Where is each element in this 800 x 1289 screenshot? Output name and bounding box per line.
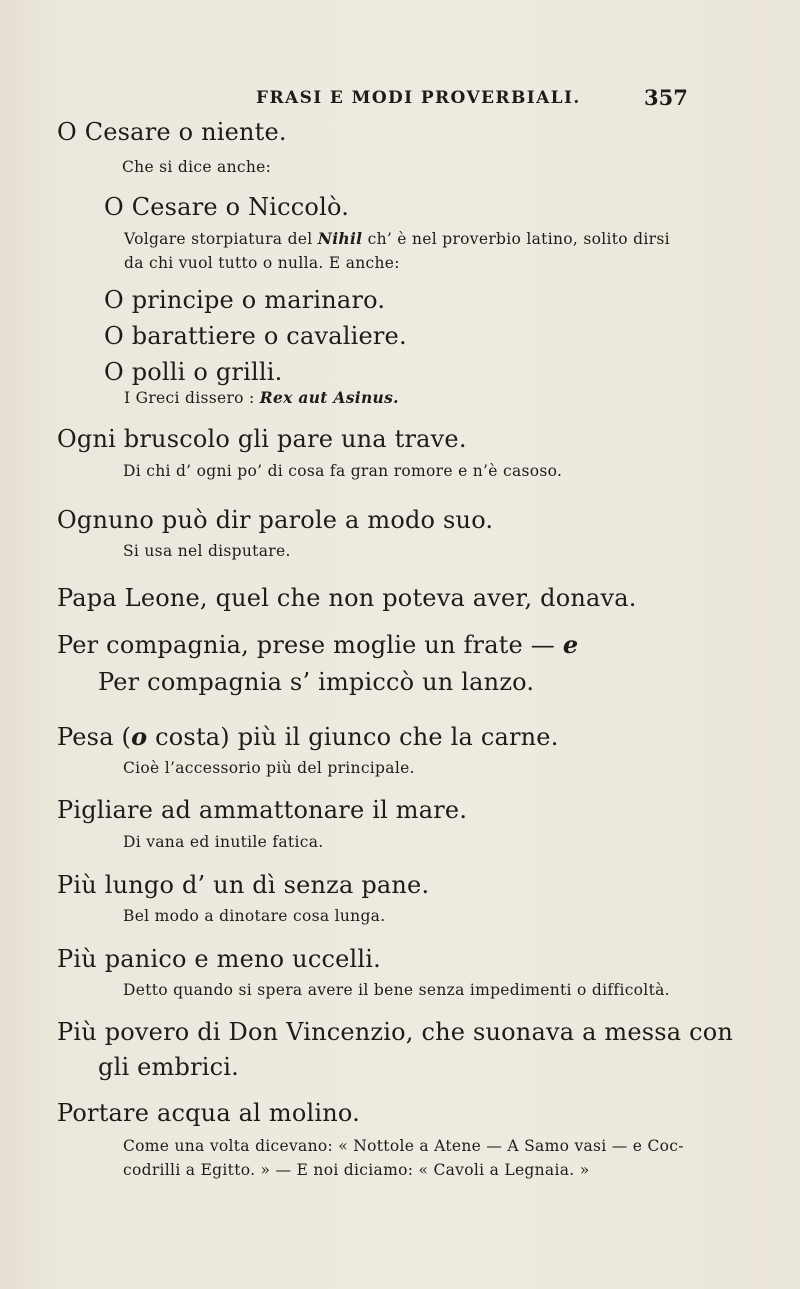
gloss-line <box>124 388 399 407</box>
proverb-line <box>57 630 578 659</box>
gloss-line: da chi vuol tutto o nulla. E anche: <box>124 254 400 272</box>
proverb-line: Più lungo d’ un dì senza pane. <box>57 871 430 899</box>
proverb-line: Portare acqua al molino. <box>57 1099 360 1127</box>
page-header <box>0 85 800 112</box>
proverb-line: Più povero di Don Vincenzio, che suonava a messa con <box>57 1018 734 1046</box>
italic-segment: Rex aut Asinus. <box>259 388 399 407</box>
gloss-line: Bel modo a dinotare cosa lunga. <box>123 907 386 925</box>
proverb-line: Ogni bruscolo gli pare una trave. <box>57 425 467 453</box>
proverb-line: O principe o marinaro. <box>104 286 386 314</box>
italic-segment: Nihil <box>317 229 363 248</box>
proverb-line: gli embrici. <box>98 1053 239 1081</box>
proverb-line: Ognuno può dir parole a modo suo. <box>57 506 494 534</box>
text-segment: Pesa ( <box>57 723 132 751</box>
proverb-line: Più panico e meno uccelli. <box>57 945 381 973</box>
running-title: FRASI E MODI PROVERBIALI. <box>256 88 581 108</box>
italic-segment: e <box>562 630 579 659</box>
proverb-line: Papa Leone, quel che non poteva aver, donava. <box>57 584 637 612</box>
proverb-line: O polli o grilli. <box>104 358 283 386</box>
text-segment: Per compagnia, prese moglie un frate — <box>57 631 563 659</box>
text-segment: I Greci dissero : <box>124 389 260 407</box>
gloss-line: Di vana ed inutile fatica. <box>123 833 324 851</box>
gloss-line: Come una volta dicevano: « Nottole a Atene — A Samo vasi — e Coc- <box>123 1137 684 1155</box>
proverb-line <box>57 722 559 751</box>
text-segment: Volgare storpiatura del <box>124 230 318 248</box>
gloss-line: Che si dice anche: <box>122 158 272 176</box>
gloss-line: Di chi d’ ogni po’ di cosa fa gran romore e n’è casoso. <box>123 462 563 480</box>
gloss-line <box>124 229 670 248</box>
page-number: 357 <box>644 85 688 110</box>
proverb-line: O Cesare o Niccolò. <box>104 193 350 221</box>
proverb-line: Per compagnia s’ impiccò un lanzo. <box>98 668 535 696</box>
gloss-line: Cioè l’accessorio più del principale. <box>123 759 415 777</box>
gloss-line: Detto quando si spera avere il bene senza impedimenti o difficoltà. <box>123 981 670 999</box>
proverb-line: O barattiere o cavaliere. <box>104 322 407 350</box>
proverb-line: O Cesare o niente. <box>57 118 287 146</box>
proverb-line: Pigliare ad ammattonare il mare. <box>57 796 468 824</box>
text-segment: costa) più il giunco che la carne. <box>147 723 559 751</box>
italic-segment: o <box>131 722 148 751</box>
gloss-line: codrilli a Egitto. » — E noi diciamo: « Cavoli a Legnaia. » <box>123 1161 590 1179</box>
text-segment: ch’ è nel proverbio latino, solito dirsi <box>362 230 670 248</box>
gloss-line: Si usa nel disputare. <box>123 542 291 560</box>
